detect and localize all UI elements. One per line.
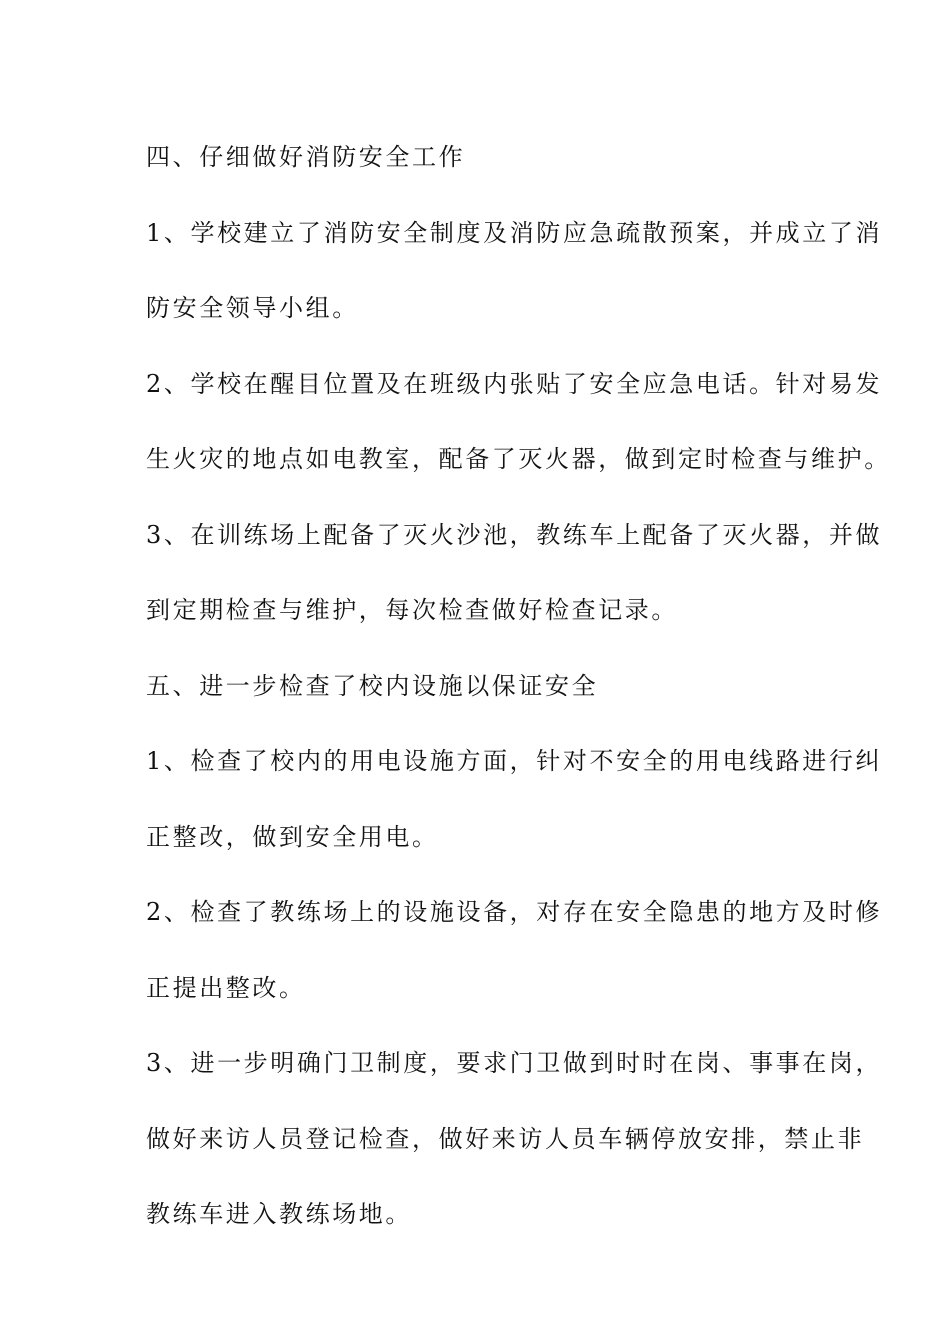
paragraph-line: 做好来访人员登记检查，做好来访人员车辆停放安排，禁止非 xyxy=(146,1124,865,1153)
paragraph-line: 防安全领导小组。 xyxy=(146,294,359,322)
paragraph-line: 3、在训练场上配备了灭火沙池，教练车上配备了灭火器，并做 xyxy=(146,520,883,549)
paragraph-line: 1、学校建立了消防安全制度及消防应急疏散预案，并成立了消 xyxy=(146,218,883,247)
section-heading-fire-safety: 四、仔细做好消防安全工作 xyxy=(146,143,466,171)
section-heading-facility-inspection: 五、进一步检查了校内设施以保证安全 xyxy=(146,671,599,700)
paragraph-line: 生火灾的地点如电教室，配备了灭火器，做到定时检查与维护。 xyxy=(146,445,891,473)
paragraph-line: 2、学校在醒目位置及在班级内张贴了安全应急电话。针对易发 xyxy=(146,369,883,398)
paragraph-line: 3、进一步明确门卫制度，要求门卫做到时时在岗、事事在岗， xyxy=(146,1049,883,1077)
paragraph-line: 教练车进入教练场地。 xyxy=(146,1200,412,1228)
paragraph-line: 正整改，做到安全用电。 xyxy=(146,822,439,851)
paragraph-line: 2、检查了教练场上的设施设备，对存在安全隐患的地方及时修 xyxy=(146,898,883,926)
document-body xyxy=(146,120,891,1253)
paragraph-line: 到定期检查与维护，每次检查做好检查记录。 xyxy=(146,596,678,624)
paragraph-line: 1、检查了校内的用电设施方面，针对不安全的用电线路进行纠 xyxy=(146,747,883,775)
paragraph-line: 正提出整改。 xyxy=(146,973,306,1002)
